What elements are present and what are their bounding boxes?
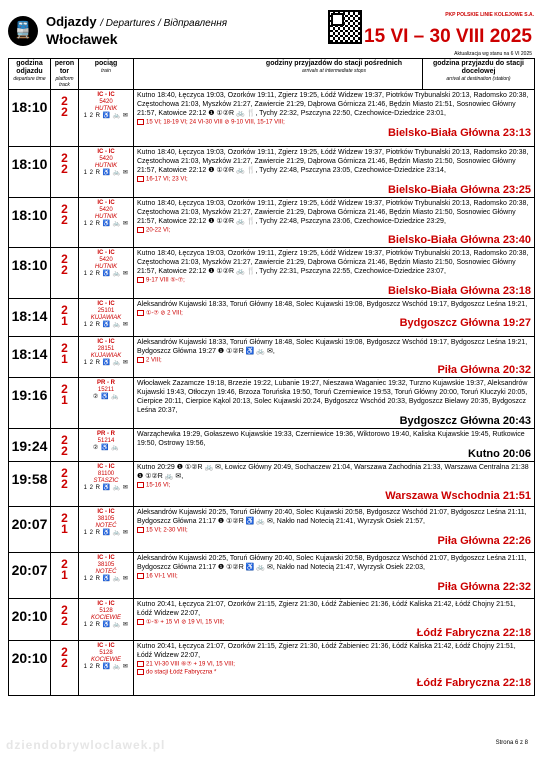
platform-number: 2 [61,151,68,165]
destination: Bydgoszcz Główna 19:27 [399,317,531,330]
train-amenities-icons: ② ♿ 🚲 [92,394,120,401]
train-number: 28151 [97,345,115,352]
platform-number: 2 [61,466,68,481]
train-number: 5420 [99,156,113,162]
platform-number: 2 [61,94,68,108]
table-row[interactable] [9,298,535,336]
update-note: Aktualizacja wg stanu na 6 VI 2025 [454,51,532,57]
train-name: NOTEĆ [95,569,117,576]
destination: Bielsko-Biała Główna 23:13 [387,126,531,139]
train-number: 5128 [99,649,113,656]
departure-time: 19:24 [9,429,51,462]
brand-logo: PKP POLSKIE LINIE KOLEJOWE S.A. [445,12,534,18]
calendar-icon [137,357,144,363]
train-name: KOCIEWIE [90,656,121,663]
track-number: 1 [61,522,68,537]
platform-track [51,429,79,462]
train-amenities-icons: ② ♿ 🚲 [92,445,120,452]
train-category: IC - IC [97,464,115,471]
train-number: 5420 [99,99,113,105]
platform-track [51,553,79,599]
track-number: 2 [61,477,68,492]
train-info[interactable] [79,553,134,599]
running-days-note: ①-⑤ + 15 VI ⊘ 19 VI, 15 VIII; [137,619,531,627]
stops-cell [134,640,535,695]
train-number: 5128 [99,608,113,615]
intermediate-stops: Kutno 18:40, Łęczyca 19:03, Ozorków 19:11, Zgierz 19:25, Łódź Widzew 19:37, Piotrków Trybunalski 20:13, Radomsko 20:38, Częstochowa 21:03, Myszków 21:27, Zawiercie 21:29, Dąbrowa Górnicza 21:46, Będzin Miasto 21:50, Sosnowiec Główny 21:57, Katowice 22:12 ❶ ①②R 🚲 🍴, Tychy 22:31, Pszczyna 22:55, Czechowice-Dziedzice 23:07, [137,250,529,276]
timetable [8,58,535,696]
train-name: KOCIEWIE [90,615,121,622]
train-info[interactable] [79,429,134,462]
departure-time: 18:14 [9,298,51,336]
calendar-icon [137,119,144,125]
departure-time: 20:07 [9,553,51,599]
page-header [8,10,534,60]
train-amenities-icons: 1 2 R ♿ 🚲 ✉ [83,113,129,119]
calendar-icon [137,482,144,488]
track-number: 2 [61,444,68,459]
train-number: 5420 [99,206,113,213]
stops-cell [134,378,535,429]
platform-track [51,462,79,507]
platform-track [51,298,79,336]
train-category: IC - IC [97,199,115,206]
qr-code-icon[interactable] [328,10,362,44]
train-category: PR - R [97,431,115,438]
date-range: 15 VI – 30 VIII 2025 [364,26,532,47]
calendar-icon [137,227,144,233]
departure-time: 20:10 [9,599,51,641]
departure-time: 18:10 [9,248,51,299]
train-amenities-icons: 1 2 R ♿ 🚲 ✉ [83,359,129,366]
platform-number: 2 [61,382,68,397]
destination: Piła Główna 20:32 [437,364,531,377]
train-name: NOTEĆ [95,523,117,530]
track-number: 2 [61,212,68,227]
track-number: 1 [61,313,68,328]
platform-number: 2 [61,433,68,448]
platform-track [51,248,79,299]
train-amenities-icons: 1 2 R ♿ 🚲 ✉ [83,220,129,227]
stops-cell [134,429,535,462]
train-info[interactable] [79,147,134,198]
destination: Piła Główna 22:26 [437,534,531,547]
title-sub: / Departures / Відправлення [100,18,228,29]
train-category: IC - IC [97,250,115,257]
table-header-row [9,59,535,90]
departure-time: 19:58 [9,462,51,507]
table-row[interactable] [9,507,535,553]
train-name: HUTNIK [94,264,118,271]
train-info[interactable] [79,90,134,147]
train-name: HUTNIK [94,213,118,220]
train-amenities-icons: 1 2 R ♿ 🚲 ✉ [83,170,129,176]
col-header-stops: godziny przyjazdów do stacji pośrednich arrivals at intermediate stops godzina przyjazdu do stacji docelowej arrival at destination (station) [134,59,535,90]
departure-time: 18:10 [9,147,51,198]
destination: Bielsko-Biała Główna 23:18 [387,284,531,297]
platform-track [51,640,79,695]
train-info[interactable] [79,336,134,378]
stops-cell [134,298,535,336]
train-number: 51214 [97,438,115,445]
train-amenities-icons: 1 2 R ♿ 🚲 ✉ [83,321,129,328]
platform-track [51,197,79,248]
track-number: 1 [61,351,68,366]
train-number: 38105 [97,562,115,569]
running-days-note: 15 VI; 2-30 VIII; [137,527,531,535]
destination: Łódź Fabryczna 22:18 [416,626,531,639]
intermediate-stops: Aleksandrów Kujawski 20:25, Toruń Główny 20:40, Solec Kujawski 20:58, Bydgoszcz Wschód 21:07, Bydgoszcz Leśna 21:11, Bydgoszcz Główna 21:17 ❶ ①②R ♿ 🚲 ✉, Nakło nad Notecią 21:41, Wyrzysk Osiek 21:57, [137,509,527,526]
running-days-note: 21 VI-30 VIII ⑥⑦ + 19 VI, 15 VIII; [137,661,531,669]
table-row[interactable] [9,378,535,429]
title-main: Odjazdy [46,14,97,29]
running-days-note: 16-17 VI; 23 VI; [137,176,531,184]
destination: Warszawa Wschodnia 21:51 [385,489,531,502]
train-number: 5420 [99,257,113,264]
train-category: IC - IC [97,338,115,345]
platform-number: 2 [61,252,68,267]
track-number: 2 [61,105,68,119]
train-name: STASZIC [93,478,119,485]
platform-track [51,378,79,429]
stops-cell [134,197,535,248]
train-number: 38105 [97,516,115,523]
departure-time: 18:10 [9,90,51,147]
stops-cell [134,248,535,299]
col-header-dest: godzina przyjazdu do stacji docelowej [432,60,524,75]
track-number: 2 [61,263,68,278]
platform-track [51,336,79,378]
train-category: IC - IC [97,642,115,649]
train-number: 25101 [97,307,115,314]
departure-time: 20:07 [9,507,51,553]
departure-time: 20:10 [9,640,51,695]
service-note: do stacji Łódź Fabryczna * [137,669,531,677]
track-number: 1 [61,393,68,408]
stops-cell [134,336,535,378]
running-days-note: ①-⑦ ⊘ 2 VIII; [137,310,531,318]
table-row[interactable] [9,90,535,147]
train-category: IC - IC [97,92,115,98]
calendar-icon [137,310,144,316]
intermediate-stops: Warząchewka 19:29, Gołaszewo Kujawskie 19:33, Czerniewice 19:36, Wiktorowo 19:40, Kaliska Kujawskie 19:45, Rutkowice 19:50, Ostrowy 19:56, [137,431,525,448]
stops-cell [134,462,535,507]
running-days-note: 15-16 VI; [137,482,531,490]
train-info[interactable] [79,507,134,553]
table-row[interactable] [9,197,535,248]
table-row[interactable] [9,599,535,641]
col-header-time: godzina odjazdu departure time [9,59,51,90]
track-number: 2 [61,614,68,629]
running-days-note: 16 VI-1 VIII; [137,573,531,581]
calendar-icon [137,573,144,579]
train-info[interactable] [79,378,134,429]
intermediate-stops: Kutno 20:29 ❶ ①②R 🚲 ✉, Łowicz Główny 20:49, Sochaczew 21:04, Warszawa Zachodnia 21:33, Warszawa Centralna 21:38 ❶ ①②R 🚲 ✉, [137,464,529,481]
intermediate-stops: Aleksandrów Kujawski 18:33, Toruń Główny 18:48, Solec Kujawski 19:08, Bydgoszcz Wschód 19:17, Bydgoszcz Leśna 19:21, [137,300,528,308]
platform-track [51,147,79,198]
train-name: KUJAWIAK [90,352,122,359]
destination: Piła Główna 22:32 [437,580,531,593]
running-days-note: 20-22 VI; [137,227,531,235]
running-days-note: 9-17 VIII ⑤-⑦; [137,277,531,285]
stops-cell [134,599,535,641]
destination: Bydgoszcz Główna 20:43 [399,415,531,428]
page-number: Strona 6 z 8 [495,740,528,746]
train-amenities-icons: 1 2 R ♿ 🚲 ✉ [83,485,129,492]
calendar-icon [137,669,144,675]
train-info[interactable] [79,298,134,336]
departure-time: 18:10 [9,197,51,248]
stops-cell [134,507,535,553]
train-amenities-icons: 1 2 R ♿ 🚲 ✉ [83,576,129,583]
calendar-icon [137,619,144,625]
table-row[interactable] [9,640,535,695]
table-row[interactable] [9,147,535,198]
train-name: KUJAWIAK [90,314,122,321]
platform-number: 2 [61,340,68,355]
train-category: IC - IC [97,601,115,608]
train-category: IC - IC [97,149,115,155]
train-amenities-icons: 1 2 R ♿ 🚲 ✉ [83,663,129,670]
train-number: 81100 [97,471,115,478]
train-info[interactable] [79,197,134,248]
platform-track [51,507,79,553]
platform-number: 2 [61,557,68,572]
watermark: dziendobrywloclawek.pl [6,738,166,752]
station-name: Włocławek [46,31,118,47]
departure-time: 18:14 [9,336,51,378]
col-header-platform: peron tor platform track [51,59,79,90]
train-info[interactable] [79,462,134,507]
platform-number: 2 [61,511,68,526]
train-category: PR - R [97,380,115,387]
intermediate-stops: Kutno 18:40, Łęczyca 19:03, Ozorków 19:11, Zgierz 19:25, Łódź Widzew 19:37, Piotrków Trybunalski 20:13, Radomsko 20:38, Częstochowa 21:03, Myszków 21:27, Zawiercie 21:29, Dąbrowa Górnicza 21:46, Będzin Miasto 21:51, Sosnowiec Główny 21:57, Katowice 22:12 ❶ ①②R 🚲 🍴, Tychy 22:32, Pszczyna 22:50, Czechowice-Dziedzice 23:01, [137,92,529,117]
page-title [46,14,227,29]
train-amenities-icons: 1 2 R ♿ 🚲 ✉ [83,271,129,278]
intermediate-stops: Kutno 20:41, Łęczyca 21:07, Ozorków 21:15, Zgierz 21:30, Łódź Żabieniec 21:36, Łódź Kaliska 21:42, Łódź Chojny 21:51, Łódź Widzew 22:07, [137,642,516,659]
table-row[interactable] [9,248,535,299]
track-number: 1 [61,568,68,583]
train-number: 15211 [97,387,115,394]
track-number: 2 [61,162,68,176]
platform-track [51,90,79,147]
col-header-train: pociąg train [79,59,134,90]
platform-number: 2 [61,302,68,317]
train-category: IC - IC [97,555,115,562]
train-icon: 🚆 [8,16,38,46]
stops-cell [134,553,535,599]
intermediate-stops: Aleksandrów Kujawski 18:33, Toruń Główny 18:48, Solec Kujawski 19:08, Bydgoszcz Wschód 19:17, Bydgoszcz Leśna 19:21, Bydgoszcz Główna 19:27 ❶ ①②R ♿ 🚲 ✉, [137,338,528,355]
intermediate-stops: Włocławek Zazamcze 19:18, Brzezie 19:22, Lubanie 19:27, Nieszawa Waganiec 19:32, Turzno Kujawskie 19:37, Aleksandrów Kujawski 19:43, Otłoczyn 19:46, Brzoza Toruńska 19:50, Toruń Czerniewice 19:53, Toruń Główny 20:00, Toruń Kluczyki 20:05, Cierpice 20:11, Cierpice Kąkol 20:13, Solec Kujawski 20:24, Bydgoszcz Wschód 20:33, Bydgoszcz Bielawy 20:35, Bydgoszcz Leśna 20:37, [137,380,528,415]
calendar-icon [137,176,144,182]
train-name: HUTNIK [94,163,118,169]
intermediate-stops: Aleksandrów Kujawski 20:25, Toruń Główny 20:40, Solec Kujawski 20:58, Bydgoszcz Wschód 21:07, Bydgoszcz Leśna 21:11, Bydgoszcz Główna 21:17 ❶ ①②R ♿ 🚲 ✉, Nakło nad Notecią 21:47, Wyrzysk Osiek 22:03, [137,555,527,572]
platform-number: 2 [61,644,68,659]
destination: Bielsko-Biała Główna 23:40 [387,234,531,247]
train-category: IC - IC [97,509,115,516]
running-days-note: 2 VIII; [137,357,531,365]
intermediate-stops: Kutno 18:40, Łęczyca 19:03, Ozorków 19:11, Zgierz 19:25, Łódź Widzew 19:37, Piotrków Trybunalski 20:13, Radomsko 20:38, Częstochowa 21:03, Myszków 21:27, Zawiercie 21:29, Dąbrowa Górnicza 21:46, Będzin Miasto 21:50, Sosnowiec Główny 21:57, Katowice 22:12 ❶ ①②R 🚲 🍴, Tychy 22:48, Pszczyna 23:06, Czechowice-Dziedzice 23:29, [137,199,529,225]
table-row[interactable] [9,553,535,599]
train-info[interactable] [79,599,134,641]
calendar-icon [137,661,144,667]
train-info[interactable] [79,248,134,299]
train-name: HUTNIK [94,106,118,112]
intermediate-stops: Kutno 20:41, Łęczyca 21:07, Ozorków 21:15, Zgierz 21:30, Łódź Żabieniec 21:36, Łódź Kaliska 21:42, Łódź Chojny 21:51, Łódź Widzew 22:07, [137,601,516,618]
destination: Kutno 20:06 [468,448,531,461]
stops-cell [134,147,535,198]
table-row[interactable] [9,462,535,507]
train-amenities-icons: 1 2 R ♿ 🚲 ✉ [83,530,129,537]
platform-number: 2 [61,201,68,216]
stops-cell [134,90,535,147]
track-number: 2 [61,655,68,670]
intermediate-stops: Kutno 18:40, Łęczyca 19:03, Ozorków 19:11, Zgierz 19:25, Łódź Widzew 19:37, Piotrków Trybunalski 20:13, Radomsko 20:38, Częstochowa 21:03, Myszków 21:27, Zawiercie 21:29, Dąbrowa Górnicza 21:46, Będzin Miasto 21:50, Sosnowiec Główny 21:57, Katowice 22:12 ❶ ①②R 🚲 🍴, Tychy 22:48, Pszczyna 23:05, Czechowice-Dziedzice 23:14, [137,149,529,174]
destination: Bielsko-Biała Główna 23:25 [387,183,531,196]
running-days-note: 15 VI; 18-19 VI; 24 VI-30 VIII ⊘ 9-10 VIII, 15-17 VIII; [137,119,531,127]
table-row[interactable] [9,429,535,462]
calendar-icon [137,527,144,533]
departure-time: 19:16 [9,378,51,429]
platform-number: 2 [61,603,68,618]
table-row[interactable] [9,336,535,378]
train-amenities-icons: 1 2 R ♿ 🚲 ✉ [83,622,129,629]
train-category: IC - IC [97,300,115,307]
platform-track [51,599,79,641]
calendar-icon [137,277,144,283]
destination: Łódź Fabryczna 22:18 [416,677,531,690]
train-info[interactable] [79,640,134,695]
